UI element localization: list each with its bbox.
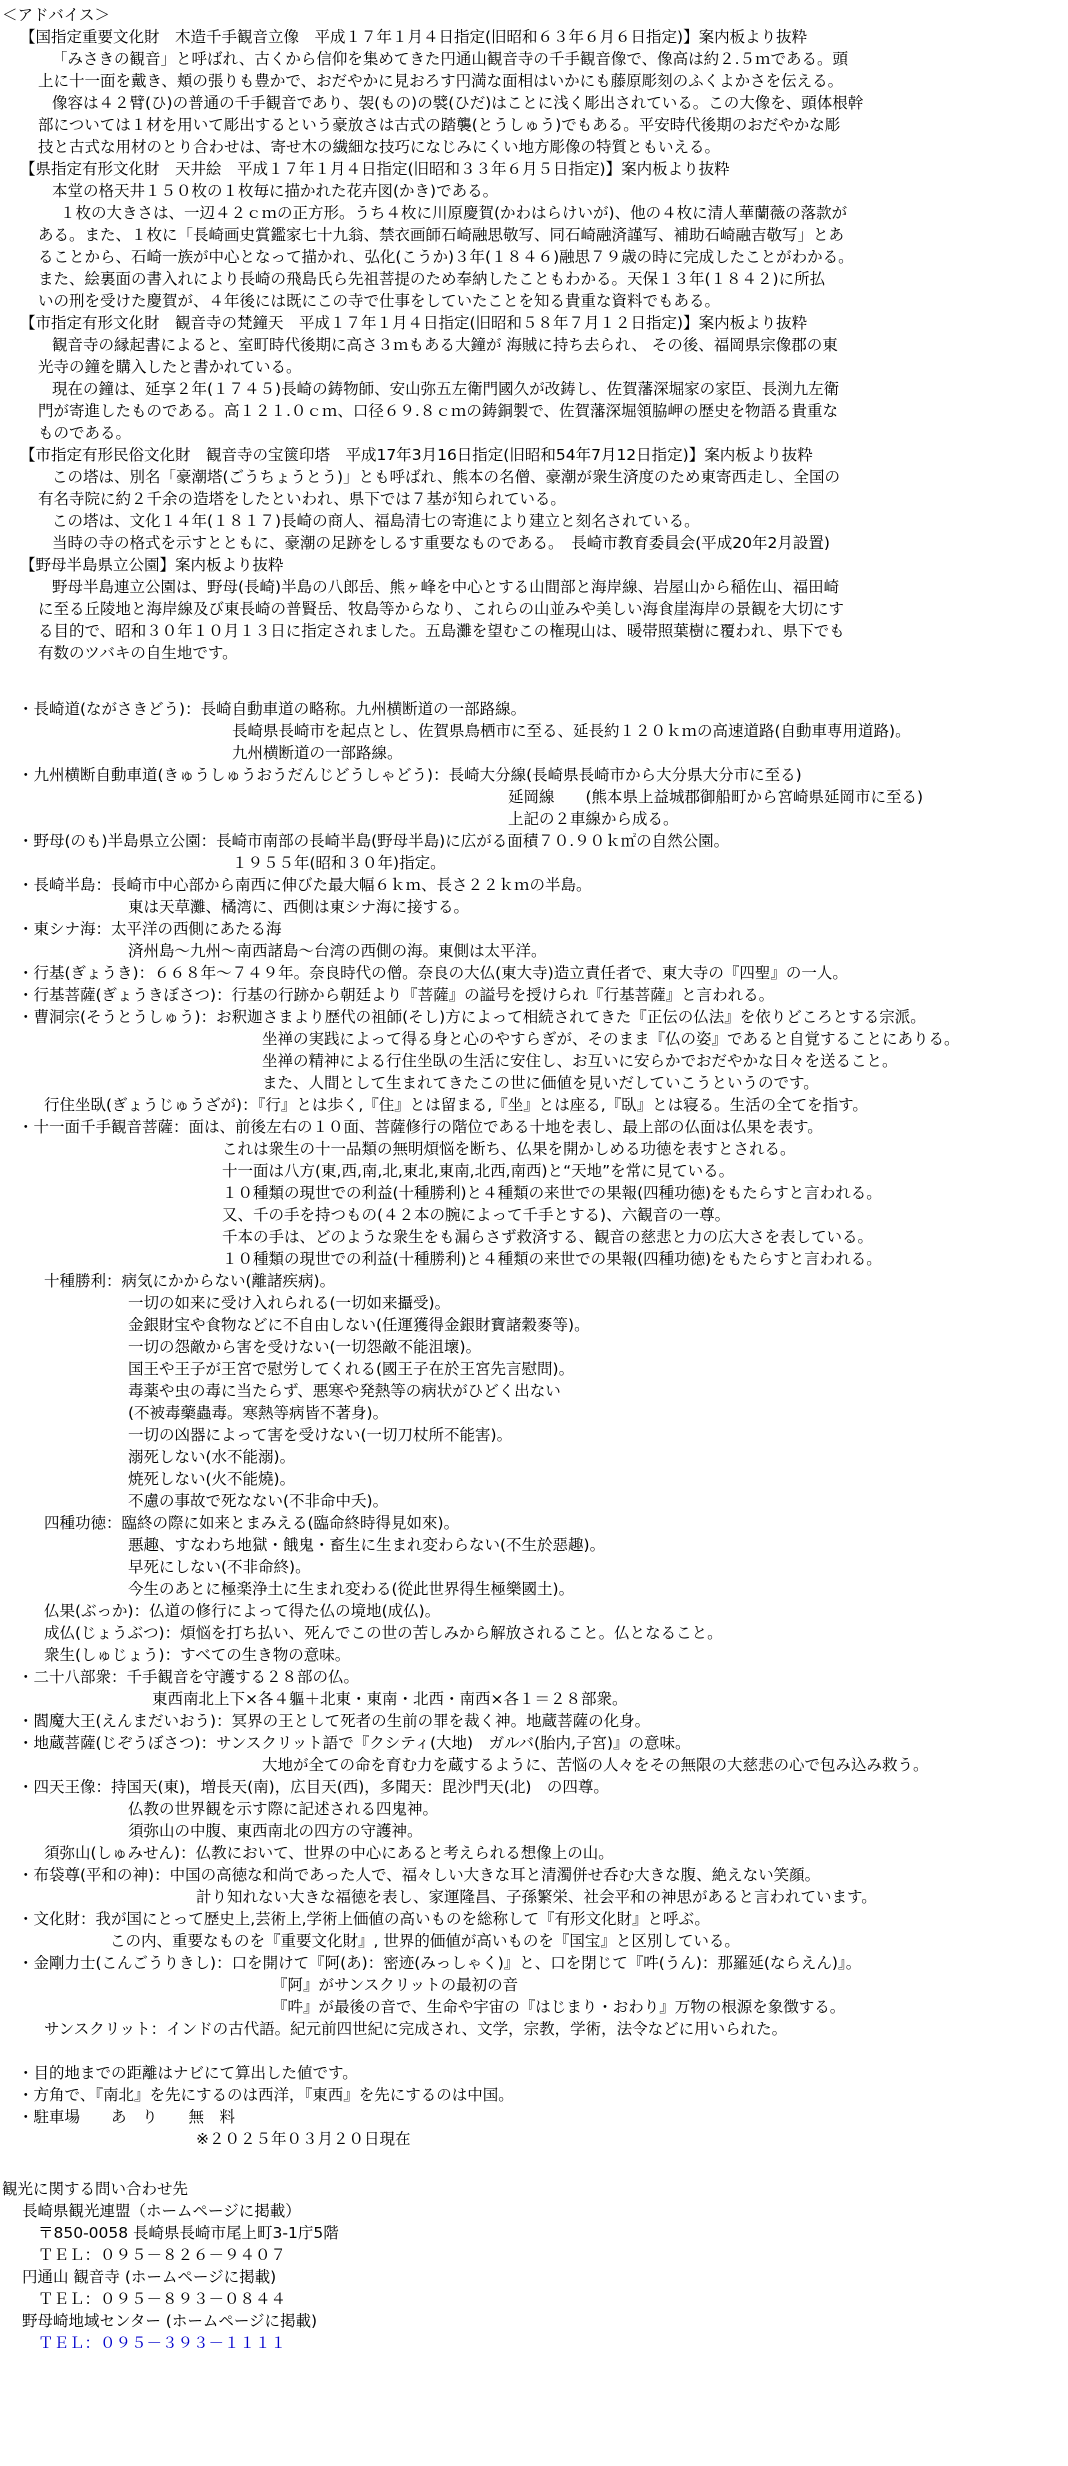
contact-heading: 観光に関する問い合わせ先 xyxy=(2,2180,189,2198)
glossary-line: １９５５年(昭和３０年)指定。 xyxy=(232,854,446,872)
glossary-item: ・野母(のも)半島県立公園：長崎市南部の長崎半島(野母半島)に広がる面積７０.９０ｋ㎡の自然公園。 xyxy=(18,832,730,850)
glossary-line: 十一面は八方(東,西,南,北,東北,東南,北西,南西)と“天地”を常に見ている。 xyxy=(222,1162,735,1180)
glossary-item: ・地蔵菩薩(じぞうぼさつ)：サンスクリット語で『クシティ(大地) ガルバ(胎内,子宮)』の意味。 xyxy=(18,1734,691,1752)
glossary-line: 上記の２車線から成る。 xyxy=(508,810,679,828)
paragraph-line: 部については１材を用いて彫出するという豪放さは古式の踏襲(とうしゅう)でもある。平安時代後期のおだやかな彫 xyxy=(38,116,841,134)
paragraph-line: 本堂の格天井１５０枚の１枚毎に描かれた花卉図(かき)である。 xyxy=(52,182,499,200)
paragraph-line: ものである。 xyxy=(38,424,132,442)
contact-name: 長崎県観光連盟（ホームページに掲載） xyxy=(22,2202,301,2220)
glossary-line: 焼死しない(火不能燒)。 xyxy=(128,1470,296,1488)
glossary-item: ・文化財：我が国にとって歴史上,芸術上,学術上価値の高いものを総称して『有形文化財』と呼ぶ。 xyxy=(18,1910,710,1928)
contact-address: 〒850-0058 長崎県長崎市尾上町3-1庁5階 xyxy=(38,2224,339,2242)
contact-phone-link[interactable]: ＴＥＬ：０９５－３９３－１１１１ xyxy=(38,2334,287,2352)
glossary-line: 金銀財宝や食物などに不自由しない(任運獲得金銀財寶諸穀麥等)。 xyxy=(128,1316,590,1334)
glossary-line: 又、千の手を持つもの(４２本の腕によって千手とする)、六観音の一尊。 xyxy=(222,1206,731,1224)
paragraph-line: 現在の鐘は、延享２年(１７４５)長崎の鋳物師、安山弥五左衛門國久が改鋳し、佐賀藩深堀家の家臣、長渕九左衛 xyxy=(52,380,840,398)
glossary-line: 九州横断道の一部路線。 xyxy=(232,744,403,762)
glossary-line: (不被毒藥蟲毒。寒熱等病皆不著身)。 xyxy=(128,1404,389,1422)
paragraph-line: １枚の大きさは、一辺４２ｃｍの正方形。うち４枚に川原慶賀(かわはらけいが)、他の４枚に清人華蘭薇の落款が xyxy=(60,204,848,222)
glossary-subitem: サンスクリット：インドの古代語。紀元前四世紀に完成され、文学，宗教，学術，法令などに用いられた。 xyxy=(44,2020,788,2038)
glossary-line: 須弥山の中腹、東西南北の四方の守護神。 xyxy=(128,1822,423,1840)
glossary-item: ・東シナ海：太平洋の西側にあたる海 xyxy=(18,920,282,938)
glossary-line: 『吽』が最後の音で、生命や宇宙の『はじまり・おわり』万物の根源を象徴する。 xyxy=(272,1998,846,2016)
glossary-item: ・曹洞宗(そうとうしゅう)：お釈迦さまより歴代の祖師(そし)方によって相続されてきた『正伝の仏法』を依りどころとする宗派。 xyxy=(18,1008,926,1026)
glossary-item: ・閻魔大王(えんまだいおう)：冥界の王として死者の生前の罪を裁く神。地蔵菩薩の化身。 xyxy=(18,1712,651,1730)
section-heading-kenshitei: 【県指定有形文化財 天井絵 平成１７年１月４日指定(旧昭和３３年６月５日指定)】案内板より抜粋 xyxy=(20,160,730,178)
note-direction: ・方角で、『南北』を先にするのは西洋，『東西』を先にするのは中国。 xyxy=(18,2086,514,2104)
paragraph-line: に至る丘陵地と海岸線及び東長崎の普賢岳、牧島等からなり、これらの山並みや美しい海食崖海岸の景観を大切にす xyxy=(38,600,845,618)
contact-name: 円通山 観音寺 (ホームページに掲載) xyxy=(22,2268,277,2286)
paragraph-line: この塔は、別名「豪潮塔(ごうちょうとう)」とも呼ばれ、熊本の名僧、豪潮が衆生済度のため東寄西走し、全国の xyxy=(52,468,841,486)
paragraph-line: 光寺の鐘を購入したと書かれている。 xyxy=(38,358,302,376)
paragraph-line: 当時の寺の格式を示すとともに、豪潮の足跡をしるす重要なものである。 長崎市教育委員会(平成20年2月設置) xyxy=(52,534,830,552)
glossary-line: 長崎県長崎市を起点とし、佐賀県鳥栖市に至る、延長約１２０ｋｍの高速道路(自動車専用道路)。 xyxy=(232,722,911,740)
glossary-line: 国王や王子が王宮で慰労してくれる(國王子在於王宮先言慰問)。 xyxy=(128,1360,575,1378)
glossary-line: 一切の怨敵から害を受けない(一切怨敵不能沮壞)。 xyxy=(128,1338,482,1356)
glossary-line: 大地が全ての命を育む力を蔵するように、苦悩の人々をその無限の大慈悲の心で包み込み救う。 xyxy=(262,1756,929,1774)
paragraph-line: 像容は４２臂(ひ)の普通の千手観音であり、袈(もの)の襞(ひだ)はことに浅く彫出されている。この大像を、頭体根幹 xyxy=(52,94,864,112)
contact-phone: ＴＥＬ：０９５－８２６－９４０７ xyxy=(38,2246,287,2264)
note-distance: ・目的地までの距離はナビにて算出した値です。 xyxy=(18,2064,358,2082)
glossary-item: ・行基(ぎょうき)：６６８年～７４９年。奈良時代の僧。奈良の大仏(東大寺)造立責任者で、東大寺の『四聖』の一人。 xyxy=(18,964,848,982)
glossary-line: 千本の手は、どのような衆生をも漏らさず救済する、観音の慈悲と力の広大さを表している。 xyxy=(222,1228,874,1246)
glossary-line: これは衆生の十一品類の無明煩悩を断ち、仏果を開かしめる功徳を表すとされる。 xyxy=(222,1140,796,1158)
note-date: ※２０２５年０３月２０日現在 xyxy=(196,2130,411,2148)
paragraph-line: この塔は、文化１４年(１８１７)長崎の商人、福島清七の寄進により建立と刻名されている。 xyxy=(52,512,700,530)
glossary-line: 『阿』がサンスクリットの最初の音 xyxy=(272,1976,519,1994)
glossary-item: ・九州横断自動車道(きゅうしゅうおうだんじどうしゃどう)：長崎大分線(長崎県長崎市から大分県大分市に至る) xyxy=(18,766,802,784)
glossary-line: １０種類の現世での利益(十種勝利)と４種類の来世での果報(四種功徳)をもたらすと言われる。 xyxy=(222,1184,882,1202)
glossary-item: ・長崎半島：長崎市中心部から南西に伸びた最大幅６ｋｍ、長さ２２ｋｍの半島。 xyxy=(18,876,592,894)
glossary-line: 坐禅の精神による行住坐臥の生活に安住し、お互いに安らかでおだやかな日々を送ること。 xyxy=(262,1052,898,1070)
glossary-item: ・布袋尊(平和の神)：中国の高徳な和尚であった人で、福々しい大きな耳と清濁併せ呑む大きな腹、絶えない笑顔。 xyxy=(18,1866,821,1884)
glossary-item: ・金剛力士(こんごうりきし)：口を開けて『阿(あ)：密迹(みっしゃく)』と、口を閉じて『吽(うん)：那羅延(ならえん)』。 xyxy=(18,1954,862,1972)
glossary-line: １０種類の現世での利益(十種勝利)と４種類の来世での果報(四種功徳)をもたらすと言われる。 xyxy=(222,1250,882,1268)
glossary-line: 東は天草灘、橘湾に、西側は東シナ海に接する。 xyxy=(128,898,470,916)
paragraph-line: いの刑を受けた慶賀が、４年後には既にこの寺で仕事をしていたことを知る貴重な資料でもある。 xyxy=(38,292,721,310)
glossary-item: ・十一面千手観音菩薩：面は、前後左右の１０面、菩薩修行の階位である十地を表し、最上部の仏面は仏果を表す。 xyxy=(18,1118,823,1136)
glossary-line: 坐禅の実践によって得る身と心のやすらぎが、そのまま『仏の姿』であると自覚することにありる。 xyxy=(262,1030,960,1048)
paragraph-line: 有数のツバキの自生地です。 xyxy=(38,644,238,662)
paragraph-line: る目的で、昭和３０年１０月１３日に指定されました。五島灘を望むこの権現山は、暖帯照葉樹に覆われ、県下でも xyxy=(38,622,845,640)
glossary-line: 計り知れない大きな福徳を表し、家運隆昌、子孫繁栄、社会平和の神思があると言われています。 xyxy=(196,1888,877,1906)
glossary-line: 悪趣、すなわち地獄・餓鬼・畜生に生まれ変わらない(不生於惡趣)。 xyxy=(128,1536,606,1554)
glossary-line: 仏教の世界観を示す際に記述される四鬼神。 xyxy=(128,1800,439,1818)
contact-name: 野母崎地域センター (ホームページに掲載) xyxy=(22,2312,318,2330)
glossary-subitem: 須弥山(しゅみせん)：仏教において、世界の中心にあると考えられる想像上の山。 xyxy=(44,1844,614,1862)
paragraph-line: ることから、石崎一族が中心となって描かれ、弘化(こうか)３年(１８４６)融思７９歳の時に完成したことがわかる。 xyxy=(38,248,854,266)
glossary-line: 一切の凶器によって害を受けない(一切刀杖所不能害)。 xyxy=(128,1426,513,1444)
advice-heading: ＜アドバイス＞ xyxy=(2,6,111,24)
glossary-line: 東西南北上下×各４軀＋北東・東南・北西・南西×各１＝２８部衆。 xyxy=(152,1690,628,1708)
section-heading-park: 【野母半島県立公園】案内板より抜粋 xyxy=(20,556,284,574)
glossary-subitem: 行住坐臥(ぎょうじゅうざが)：『行』とは歩く,『住』とは留まる,『坐』とは座る,『臥』とは寝る。生活の全てを指す。 xyxy=(44,1096,868,1114)
glossary-line: また、人間として生まれてきたこの世に価値を見いだしていこうというのです。 xyxy=(262,1074,819,1092)
glossary-line: 早死にしない(不非命終)。 xyxy=(128,1558,311,1576)
paragraph-line: 観音寺の縁起書によると、室町時代後期に高さ３ｍもある大鐘が 海賊に持ち去られ、 その後、福岡県宗像郡の東 xyxy=(52,336,838,354)
glossary-subitem: 十種勝利：病気にかからない(離諸疾病)。 xyxy=(44,1272,336,1290)
contact-phone: ＴＥＬ：０９５－８９３－０８４４ xyxy=(38,2290,287,2308)
section-heading-hokyointo: 【市指定有形民俗文化財 観音寺の宝篋印塔 平成17年3月16日指定(旧昭和54年7月12日指定)】案内板より抜粋 xyxy=(20,446,813,464)
glossary-line: 今生のあとに極楽浄土に生まれ変わる(從此世界得生極樂國土)。 xyxy=(128,1580,575,1598)
paragraph-line: また、絵裏面の書入れにより長崎の飛島氏ら先祖菩提のため奉納したこともわかる。天保１３年(１８４２)に所払 xyxy=(38,270,826,288)
glossary-line: 延岡線 (熊本県上益城郡御船町から宮崎県延岡市に至る) xyxy=(508,788,924,806)
glossary-line: 溺死しない(水不能溺)。 xyxy=(128,1448,296,1466)
glossary-item: ・行基菩薩(ぎょうきぼさつ)：行基の行跡から朝廷より『菩薩』の謚号を授けられ『行基菩薩』と言われる。 xyxy=(18,986,775,1004)
glossary-line: この内、重要なものを『重要文化財』, 世界的価値が高いものを『国宝』と区別している。 xyxy=(110,1932,740,1950)
glossary-line: 不慮の事故で死なない(不非命中夭)。 xyxy=(128,1492,389,1510)
glossary-subitem: 成仏(じょうぶつ)：煩悩を打ち払い、死んでこの世の苦しみから解放されること。仏となること。 xyxy=(44,1624,723,1642)
glossary-item: ・長崎道(ながさきどう)：長崎自動車道の略称。九州横断道の一部路線。 xyxy=(18,700,527,718)
glossary-line: 済州島～九州～南西諸島～台湾の西側の海。東側は太平洋。 xyxy=(128,942,547,960)
section-heading-bonsho: 【市指定有形文化財 観音寺の梵鐘天 平成１７年１月４日指定(旧昭和５８年７月１２日指定)】案内板より抜粋 xyxy=(20,314,808,332)
note-parking: ・駐車場 あ り 無 料 xyxy=(18,2108,236,2126)
paragraph-line: 門が寄進したものである。高１２１.０ｃｍ、口径６９.８ｃｍの鋳銅製で、佐賀藩深堀領脇岬の歴史を物語る貴重な xyxy=(38,402,839,420)
glossary-item: ・四天王像：持国天(東)，増長天(南)，広目天(西)，多聞天：毘沙門天(北) の四尊。 xyxy=(18,1778,609,1796)
glossary-line: 毒薬や虫の毒に当たらず、悪寒や発熱等の病状がひどく出ない xyxy=(128,1382,561,1400)
paragraph-line: 上に十一面を戴き、頬の張りも豊かで、おだやかに見おろす円満な面相はいかにも藤原彫刻のふくよかさを伝える。 xyxy=(38,72,844,90)
paragraph-line: 野母半島連立公園は、野母(長崎)半島の八郎岳、熊ヶ峰を中心とする山間部と海岸線、岩屋山から稲佐山、福田崎 xyxy=(52,578,840,596)
paragraph-line: 技と古式な用材のとり合わせは、寄せ木の繊細な技巧になじみにくい地方彫像の特質ともいえる。 xyxy=(38,138,721,156)
glossary-item: ・二十八部衆：千手観音を守護する２８部の仏。 xyxy=(18,1668,360,1686)
paragraph-line: ある。また、１枚に「長崎画史賞鑑家七十九翁、禁衣画師石崎融思敬写、同石崎融済謹写、補助石崎融吉敬写」とあ xyxy=(38,226,845,244)
paragraph-line: 有名寺院に約２千余の造塔をしたといわれ、県下では７基が知られている。 xyxy=(38,490,566,508)
paragraph-line: 「みさきの観音」と呼ばれ、古くから信仰を集めてきた円通山観音寺の千手観音像で、像高は約２.５ｍである。頭 xyxy=(52,50,849,68)
section-heading-kokushitei: 【国指定重要文化財 木造千手観音立像 平成１７年１月４日指定(旧昭和６３年６月６日指定)】案内板より抜粋 xyxy=(20,28,808,46)
glossary-subitem: 衆生(しゅじょう)：すべての生き物の意味。 xyxy=(44,1646,351,1664)
glossary-subitem: 四種功徳：臨終の際に如来とまみえる(臨命終時得見如來)。 xyxy=(44,1514,460,1532)
glossary-subitem: 仏果(ぶっか)：仏道の修行によって得た仏の境地(成仏)。 xyxy=(44,1602,441,1620)
glossary-line: 一切の如来に受け入れられる(一切如来攝受)。 xyxy=(128,1294,451,1312)
